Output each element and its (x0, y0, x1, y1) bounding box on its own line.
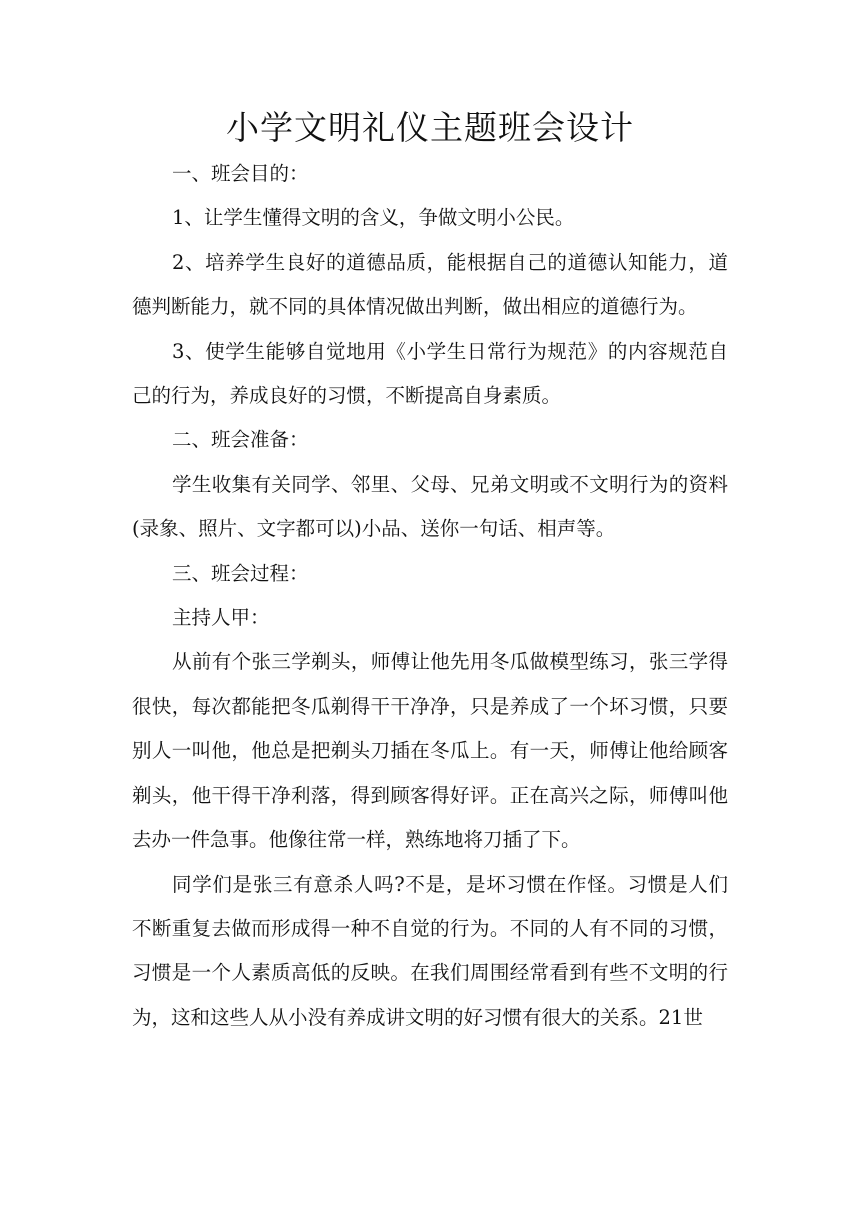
section-heading-purpose: 一、班会目的： (172, 162, 309, 185)
purpose-item-2: 2、培养学生良好的道德品质，能根据自己的道德认知能力，道德判断能力，就不同的具体情况做出判断，做出相应的道德行为。 (132, 250, 728, 319)
host-a-label: 主持人甲： (172, 606, 270, 630)
habit-paragraph: 同学们是张三有意杀人吗?不是，是坏习惯在作怪。习惯是人们不断重复去做而形成得一种不自觉的行为。不同的人有不同的习惯，习惯是一个人素质高低的反映。在我们周围经常看到有些不文明的行为，这和这些人从小没有养成讲文明的好习惯有很大的关系。21世 (132, 872, 728, 1029)
section-heading-preparation: 二、班会准备： (172, 428, 309, 452)
preparation-paragraph: 学生收集有关同学、邻里、父母、兄弟文明或不文明行为的资料(录象、照片、文字都可以)小品、送你一句话、相声等。 (132, 472, 728, 541)
purpose-item-3: 3、使学生能够自觉地用《小学生日常行为规范》的内容规范自己的行为，养成良好的习惯，不断提高自身素质。 (132, 339, 728, 408)
purpose-item-1: 1、让学生懂得文明的含义，争做文明小公民。 (172, 206, 575, 230)
story-paragraph: 从前有个张三学剃头，师傅让他先用冬瓜做模型练习，张三学得很快，每次都能把冬瓜剃得干干净净，只是养成了一个坏习惯，只要别人一叫他，他总是把剃头刀插在冬瓜上。有一天，师傅让他给顾客剃头，他干得干净利落，得到顾客得好评。正在高兴之际，师傅叫他去办一件急事。他像往常一样，熟练地将刀插了下。 (132, 650, 728, 852)
document-title: 小学文明礼仪主题班会设计 (226, 108, 634, 147)
section-heading-process: 三、班会过程： (172, 561, 309, 585)
document-body (132, 152, 728, 1040)
